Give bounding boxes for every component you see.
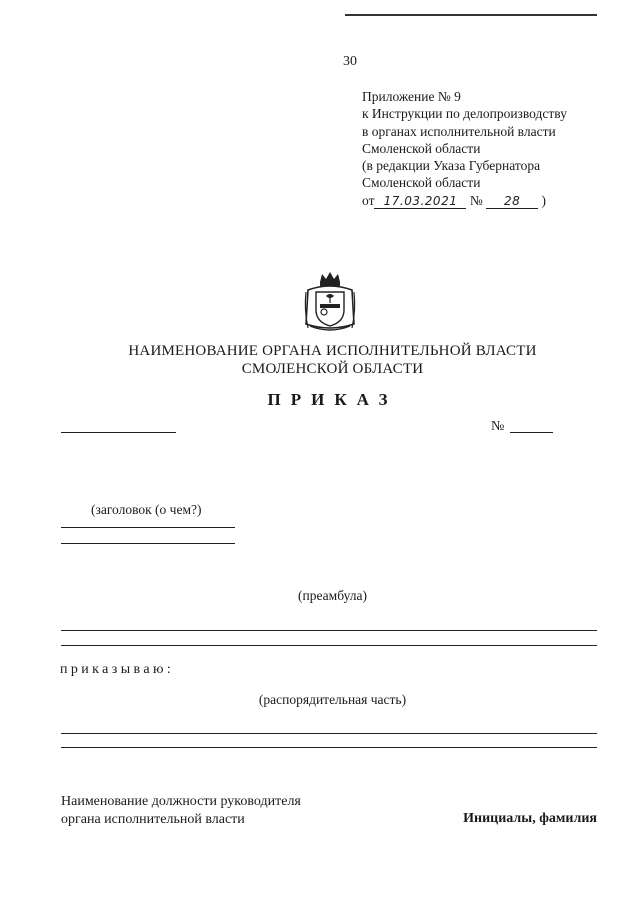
order-number-blank-line xyxy=(510,432,553,433)
preamble-line-1 xyxy=(61,630,597,631)
appendix-line-2: к Инструкции по делопроизводству xyxy=(362,106,567,122)
heading-placeholder: (заголовок (о чем?) xyxy=(91,502,202,517)
signatory-position-line-1: Наименование должности руководителя xyxy=(61,794,301,809)
heading-line-2 xyxy=(61,543,235,544)
org-name-line-2: СМОЛЕНСКОЙ ОБЛАСТИ xyxy=(241,361,424,377)
signatory-name: Инициалы, фамилия xyxy=(463,811,597,826)
preamble-line-2 xyxy=(61,645,597,646)
appendix-line-6: Смоленской области xyxy=(362,175,481,191)
heading-line-1 xyxy=(61,527,235,528)
order-word: приказываю: xyxy=(60,662,175,677)
appendix-line-4: Смоленской области xyxy=(362,140,481,156)
signatory-position-line-2: органа исполнительной власти xyxy=(61,812,245,827)
date-blank-line xyxy=(61,432,176,433)
org-name xyxy=(60,342,605,378)
number-label: № xyxy=(469,192,483,208)
org-name-line-1: НАИМЕНОВАНИЕ ОРГАНА ИСПОЛНИТЕЛЬНОЙ ВЛАСТИ xyxy=(128,343,537,359)
signatory-position xyxy=(61,793,301,829)
appendix-line-1: Приложение № 9 xyxy=(362,89,461,104)
coat-of-arms-icon xyxy=(302,270,358,334)
close-paren: ) xyxy=(541,192,546,208)
appendix-block xyxy=(362,88,567,209)
handwritten-date: 17.03.2021 xyxy=(374,195,466,209)
document-type-title: ПРИКАЗ xyxy=(267,390,398,409)
appendix-date-line xyxy=(362,192,567,209)
handwritten-number: 28 xyxy=(486,195,538,209)
from-label: от xyxy=(362,192,375,208)
dispositive-line-1 xyxy=(61,733,597,734)
dispositive-line-2 xyxy=(61,747,597,748)
dispositive-placeholder: (распорядительная часть) xyxy=(258,692,407,707)
page-number: 30 xyxy=(343,54,357,69)
order-number-label: № xyxy=(491,419,505,434)
scan-top-line xyxy=(345,14,597,16)
appendix-line-3: в органах исполнительной власти xyxy=(362,123,556,139)
appendix-line-5: (в редакции Указа Губернатора xyxy=(362,158,541,174)
preamble-placeholder: (преамбула) xyxy=(298,588,367,603)
